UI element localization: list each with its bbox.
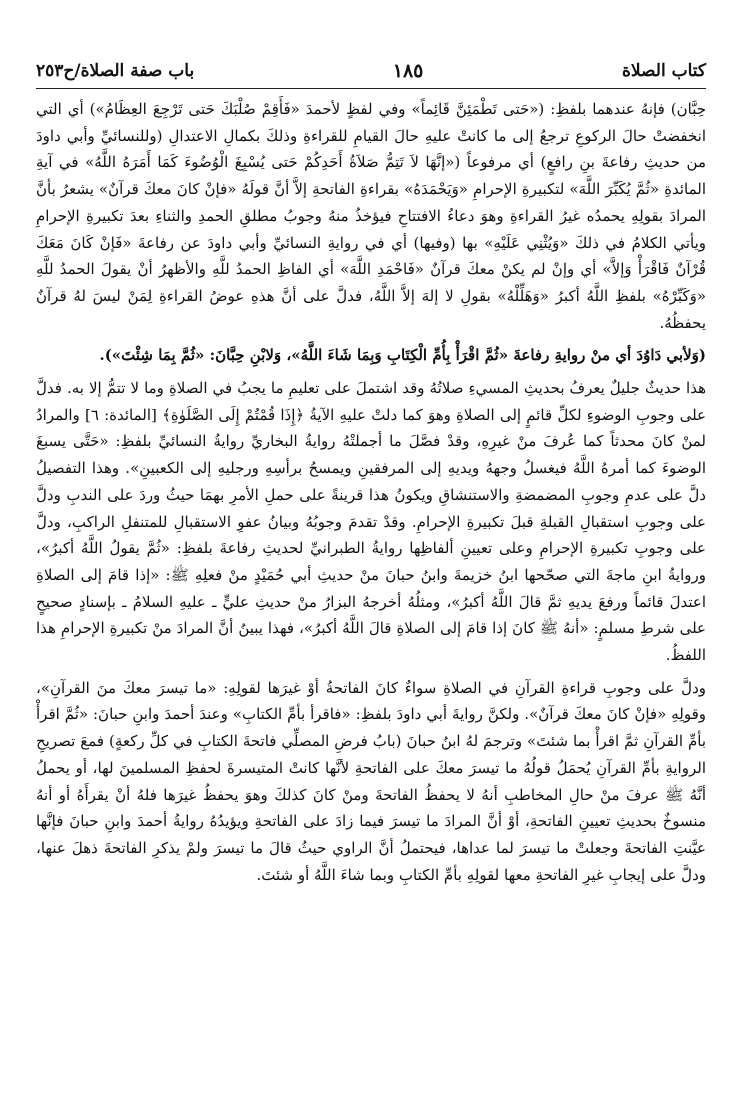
page-body [36, 96, 706, 888]
chapter-title: كتاب الصلاة [621, 61, 706, 81]
paragraph-1: حِبَّان) فإنهُ عندهما بلفظِ: («حَتى تَطْمَئِنَّ قَائِماً» وفي لفظٍ لأحمدَ «فَأَقِمْ صُلْبَكَ حَتى تَرْجِعَ العِظَامُ») أي التي انخفضتْ حالَ الركوعِ ترجعُ إلى ما كانتْ عليهِ حالَ القيامِ للقراءةِ وذلكَ بكمالِ الاعتدالِ (وللنسائيِّ وأبي داودَ من حديثِ رفاعةَ بنِ رافعٍ) أي مرفوعاً («إنَّهَا لاَ تَتِمُّ صَلاَةُ أَحَدِكُمْ حَتى يُسْبِغَ الْوُضُوءَ كَمَا أَمَرَهُ اللَّهُ» في آيةِ المائدةِ «ثُمَّ يُكَبِّرَ اللَّهَ» لتكبيرةِ الإحرامِ «وَيَحْمَدَهُ» بقراءةِ الفاتحةِ إلاَّ أنَّ قولَهُ «فإنْ كانَ معكَ قرآنٌ» يشعرُ بأنَّ المرادَ بقولِهِ يحمدُه غيرُ القراءةِ وهوَ دعاءُ الافتتاحِ فيؤخذُ منهُ وجوبُ مطلقِ الحمدِ والثناءِ بعدَ تكبيرةِ الإحرامِ ويأتي الكلامُ في ذلكَ «وَيُثْنِي عَلَيْهِ» بها (وفيها) أي في روايةِ النسائيِّ وأبي داودَ عن رفاعةَ «فَإنْ كَانَ مَعَكَ قُرْآنٌ فَاقْرَأْ وَإلاَّ» أي وإنْ لم يكنْ معكَ قرآنٌ «فَاحْمَدِ اللَّهَ» أي الفاظِ الحمدُ للَّهِ والأظهرُ أنْ يقولَ الحمدُ للَّهِ «وَكَبِّرْهُ» بلفظِ اللَّهُ أكبرُ «وَهَلِّلْهُ» بقولِ لا إلهَ إلاَّ اللَّهُ، فدلَّ على أنَّ هذهِ عوضُ القراءةِ لِمَنْ ليسَ لهُ قرآنٌ يحفظُهُ. [36, 100, 706, 332]
page-number: ١٨٥ [392, 60, 424, 82]
section-title: باب صفة الصلاة/ح٢٥٣ [36, 61, 195, 81]
paragraph-3: هذا حديثٌ جليلٌ يعرفُ بحديثِ المسيءِ صلاتُهُ وقد اشتملَ على تعليمِ ما يجبُ في الصلاةِ وما لا تتمُّ إلا به. فدلَّ على وجوبِ الوضوءِ لكلِّ قائمٍ إلى الصلاةِ وهوَ كما دلتْ عليهِ الآيةُ ﴿إِذَا قُمْتُمْ إِلَى الصَّلَوٰةِ﴾ [المائدة: ٦] والمرادُ لمنْ كانَ محدثاً كما عُرفَ منْ غيرِهِ، وقدْ فصَّلَ ما أجملتْهُ روايةُ البخاريِّ روايةُ النسائيِّ بلفظِ: «حَتَّى يسبغَ الوضوءَ كما أمرهُ اللَّهُ فيغسلُ وجههُ ويديهِ إلى المرفقينِ ويمسحُ برأسِهِ ورجليهِ إلى الكعبينِ». وهذا التفصيلُ دلَّ على عدمِ وجوبِ المضمضةِ والاستنشاقِ ويكونُ هذا قرينةً على حملِ الأمرِ بهمَا حيثُ وردَ على الندبِ ودلَّ على وجوبِ استقبالِ القبلةِ قبلَ تكبيرةِ الإحرامِ. وقدْ تقدمَ وجوبُهُ وبيانُ عفوِ الاستقبالِ للمتنفلِ الراكبِ، ودلَّ على وجوبِ تكبيرةِ الإحرامِ وعلى تعيينِ ألفاظِها روايةُ الطبرانيِّ لحديثِ رفاعةَ بلفظِ: «ثُمَّ يقولُ اللَّهُ أكبرُ»، وروايةُ ابنِ ماجةَ التي صحّحها ابنُ خزيمةَ وابنُ حبانَ منْ حديثِ أبي حُمَيْدٍ منْ فعلِهِ ﷺ: «إذا قامَ إلى الصلاةِ اعتدلَ قائماً ورفعَ يديهِ ثمَّ قالَ اللَّهُ أكبرُ»، ومثلُهُ أخرجهُ البزارُ منْ حديثِ عليٍّ ـ عليهِ السلامُ ـ بإسنادٍ صحيحٍ على شرطِ مسلمٍ: «أنهُ ﷺ كانَ إذا قامَ إلى الصلاةِ قالَ اللَّهُ أكبرُ»، فهذا يبينُ أنَّ المرادَ منْ تكبيرةِ الإحرامِ هذا اللفظُ. [36, 379, 706, 665]
paragraph-2: (وَلأبي دَاوُدَ أي منْ روايةِ رفاعةَ «ثُمَّ اقْرَأْ بِأُمِّ الْكِتَابِ وَبِمَا شَاءَ اللَّهُ»، وَلابْنِ حِبَّانَ: «ثُمَّ بِمَا شِئْتَ»). [99, 346, 706, 365]
page-header [36, 54, 706, 89]
paragraph-4: ودلَّ على وجوبِ قراءةِ القرآنِ في الصلاةِ سواءٌ كانَ الفاتحةُ أوْ غيرَها لقولِهِ: «ما تيسرَ معكَ منَ القرآنِ»، وقولِهِ «فإنْ كانَ معكَ قرآنٌ». ولكنَّ روايةَ أبي داودَ بلفظِ: «فاقرأ بأمِّ الكتابِ» وعندَ أحمدَ وابنِ حبانَ: «ثُمَّ اقرأْ بأمِّ القرآنِ ثمَّ اقرأْ بما شئتَ» وترجمَ لهُ ابنُ حبانَ (بابُ فرضِ المصلِّي فاتحةَ الكتابِ في كلِّ ركعةٍ) فمعَ تصريحِ الروايةِ بأمِّ القرآنِ يُحمَلُ قولُهُ ما تيسرَ معكَ على الفاتحةِ لأنَّها كانتْ المتيسرةَ لحفظِ المسلمينَ لها، أو يحملُ أنَّهُ ﷺ عرفَ منْ حالِ المخاطبِ أنهُ لا يحفظُ الفاتحةَ ومنْ كانَ كذلكَ وهوَ يحفظُ غيرَها فلهُ أنْ يقرأَهُ أو أنهُ منسوخٌ بحديثِ تعيينِ الفاتحةِ، أوْ أنَّ المرادَ ما تيسرَ فيما زادَ على الفاتحةِ ويؤيدُهُ روايةُ أحمدَ وابنِ حبانَ فإنَّها عيَّنتِ الفاتحةَ وجعلتْ ما تيسرَ لما عداها، فيحتملُ أنَّ الراوي حيثُ قالَ ما تيسرَ ولمْ يذكرِ الفاتحةَ ذهلَ عنها، ودلَّ على إيجابِ غيرِ الفاتحةِ معها لقولِهِ بأمِّ الكتابِ وبما شاءَ اللَّهُ أو شئتَ. [36, 678, 706, 884]
